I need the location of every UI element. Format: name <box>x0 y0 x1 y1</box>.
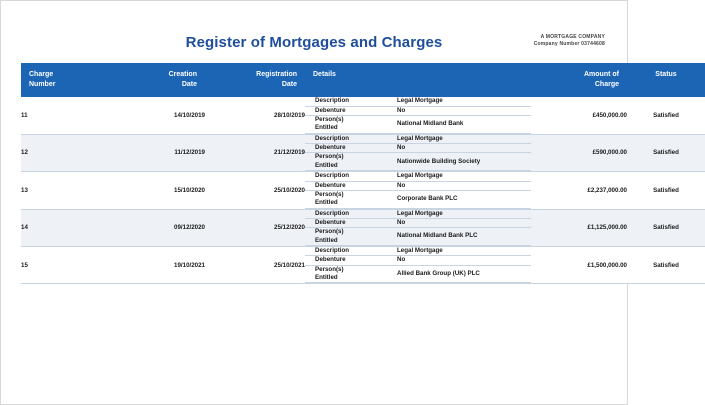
cell-amount: £450,000.00 <box>531 97 627 134</box>
details-label-persons-entitled-line1: Person(s) <box>315 153 344 161</box>
cell-amount: £2,237,000.00 <box>531 172 627 209</box>
cell-creation-date: 11/12/2019 <box>105 134 205 171</box>
table-header <box>21 63 705 97</box>
details-value-debenture: No <box>397 181 531 190</box>
table-header-row <box>21 63 705 97</box>
details-label-persons-entitled <box>305 190 397 208</box>
column-header-amount-line2: Charge <box>594 81 619 89</box>
details-label-persons-entitled-line2: Entitled <box>315 274 338 282</box>
details-value-description: Legal Mortgage <box>397 247 531 256</box>
details-label-persons-entitled-line2: Entitled <box>315 236 338 244</box>
details-label-persons-entitled-line2: Entitled <box>315 161 338 169</box>
details-label-description: Description <box>305 210 397 219</box>
column-header-creation-date <box>105 63 205 97</box>
cell-charge-number: 15 <box>21 247 105 284</box>
mortgages-table <box>21 63 705 284</box>
cell-charge-number: 12 <box>21 134 105 171</box>
details-label-persons-entitled-line1: Person(s) <box>315 190 344 198</box>
details-label-debenture: Debenture <box>305 181 397 190</box>
cell-details <box>305 134 531 171</box>
column-header-details: Details <box>305 63 531 97</box>
details-row-debenture <box>305 144 531 153</box>
company-name: A MORTGAGE COMPANY <box>540 34 605 40</box>
details-label-description: Description <box>305 247 397 256</box>
cell-status: Satisfied <box>627 134 705 171</box>
cell-creation-date: 19/10/2021 <box>105 247 205 284</box>
details-row-description <box>305 210 531 219</box>
details-value-debenture: No <box>397 256 531 265</box>
details-row-persons-entitled <box>305 116 531 134</box>
table-row <box>21 172 705 209</box>
details-subtable <box>305 97 531 133</box>
details-label-description: Description <box>305 97 397 106</box>
cell-registration-date: 25/12/2020 <box>205 209 305 246</box>
details-subtable <box>305 247 531 283</box>
details-row-debenture <box>305 106 531 115</box>
details-label-debenture: Debenture <box>305 218 397 227</box>
cell-details <box>305 209 531 246</box>
details-value-persons-entitled: National Midland Bank <box>397 116 531 134</box>
cell-details <box>305 247 531 284</box>
column-header-creation-date-line2: Date <box>181 81 197 89</box>
cell-creation-date: 09/12/2020 <box>105 209 205 246</box>
cell-amount: £1,500,000.00 <box>531 247 627 284</box>
table-row <box>21 97 705 134</box>
table-row <box>21 209 705 246</box>
details-label-debenture: Debenture <box>305 256 397 265</box>
details-value-description: Legal Mortgage <box>397 97 531 106</box>
details-label-persons-entitled <box>305 153 397 171</box>
details-label-persons-entitled <box>305 265 397 283</box>
column-header-amount <box>531 63 627 97</box>
cell-registration-date: 28/10/2019 <box>205 97 305 134</box>
cell-amount: £1,125,000.00 <box>531 209 627 246</box>
details-row-debenture <box>305 218 531 227</box>
details-row-description <box>305 172 531 181</box>
cell-registration-date: 21/12/2019 <box>205 134 305 171</box>
details-row-debenture <box>305 256 531 265</box>
details-value-persons-entitled: Nationwide Building Society <box>397 153 531 171</box>
details-label-debenture: Debenture <box>305 106 397 115</box>
cell-status: Satisfied <box>627 172 705 209</box>
table-row <box>21 134 705 171</box>
page-title: Register of Mortgages and Charges <box>185 34 443 51</box>
details-label-persons-entitled <box>305 228 397 246</box>
cell-charge-number: 11 <box>21 97 105 134</box>
column-header-status: Status <box>627 63 705 97</box>
cell-status: Satisfied <box>627 247 705 284</box>
column-header-registration-date <box>205 63 305 97</box>
column-header-charge-number-line1: Charge <box>29 71 54 78</box>
column-header-charge-number <box>21 63 105 97</box>
table-row <box>21 247 705 284</box>
cell-details <box>305 97 531 134</box>
details-label-persons-entitled-line1: Person(s) <box>315 116 344 123</box>
details-subtable <box>305 172 531 208</box>
cell-creation-date: 15/10/2020 <box>105 172 205 209</box>
details-row-description <box>305 135 531 144</box>
details-row-description <box>305 97 531 106</box>
cell-registration-date: 25/10/2020 <box>205 172 305 209</box>
details-label-persons-entitled-line1: Person(s) <box>315 228 344 236</box>
details-value-debenture: No <box>397 144 531 153</box>
details-row-debenture <box>305 181 531 190</box>
details-label-debenture: Debenture <box>305 144 397 153</box>
details-row-persons-entitled <box>305 153 531 171</box>
column-header-creation-date-line1: Creation <box>168 71 197 78</box>
cell-charge-number: 13 <box>21 172 105 209</box>
cell-details <box>305 172 531 209</box>
details-subtable <box>305 135 531 171</box>
column-header-registration-date-line2: Date <box>281 81 297 89</box>
cell-charge-number: 14 <box>21 209 105 246</box>
details-row-persons-entitled <box>305 228 531 246</box>
details-label-description: Description <box>305 135 397 144</box>
details-value-description: Legal Mortgage <box>397 172 531 181</box>
details-label-persons-entitled-line1: Person(s) <box>315 265 344 273</box>
details-value-description: Legal Mortgage <box>397 210 531 219</box>
details-row-persons-entitled <box>305 265 531 283</box>
details-label-persons-entitled-line2: Entitled <box>315 199 338 207</box>
details-value-description: Legal Mortgage <box>397 135 531 144</box>
column-header-registration-date-line1: Registration <box>256 71 297 78</box>
company-number: Company Number 03744608 <box>533 40 605 47</box>
cell-status: Satisfied <box>627 97 705 134</box>
cell-amount: £590,000.00 <box>531 134 627 171</box>
details-value-debenture: No <box>397 106 531 115</box>
cell-creation-date: 14/10/2019 <box>105 97 205 134</box>
cell-registration-date: 25/10/2021 <box>205 247 305 284</box>
column-header-charge-number-line2: Number <box>29 81 56 89</box>
company-identity <box>534 34 605 48</box>
details-value-persons-entitled: Corporate Bank PLC <box>397 190 531 208</box>
cell-status: Satisfied <box>627 209 705 246</box>
table-body <box>21 97 705 284</box>
details-label-persons-entitled <box>305 116 397 134</box>
column-header-amount-line1: Amount of <box>584 71 619 78</box>
details-value-persons-entitled: Allied Bank Group (UK) PLC <box>397 265 531 283</box>
details-subtable <box>305 210 531 246</box>
details-row-persons-entitled <box>305 190 531 208</box>
details-value-debenture: No <box>397 218 531 227</box>
details-row-description <box>305 247 531 256</box>
details-label-description: Description <box>305 172 397 181</box>
details-label-persons-entitled-line2: Entitled <box>315 124 338 132</box>
details-value-persons-entitled: National Midland Bank PLC <box>397 228 531 246</box>
